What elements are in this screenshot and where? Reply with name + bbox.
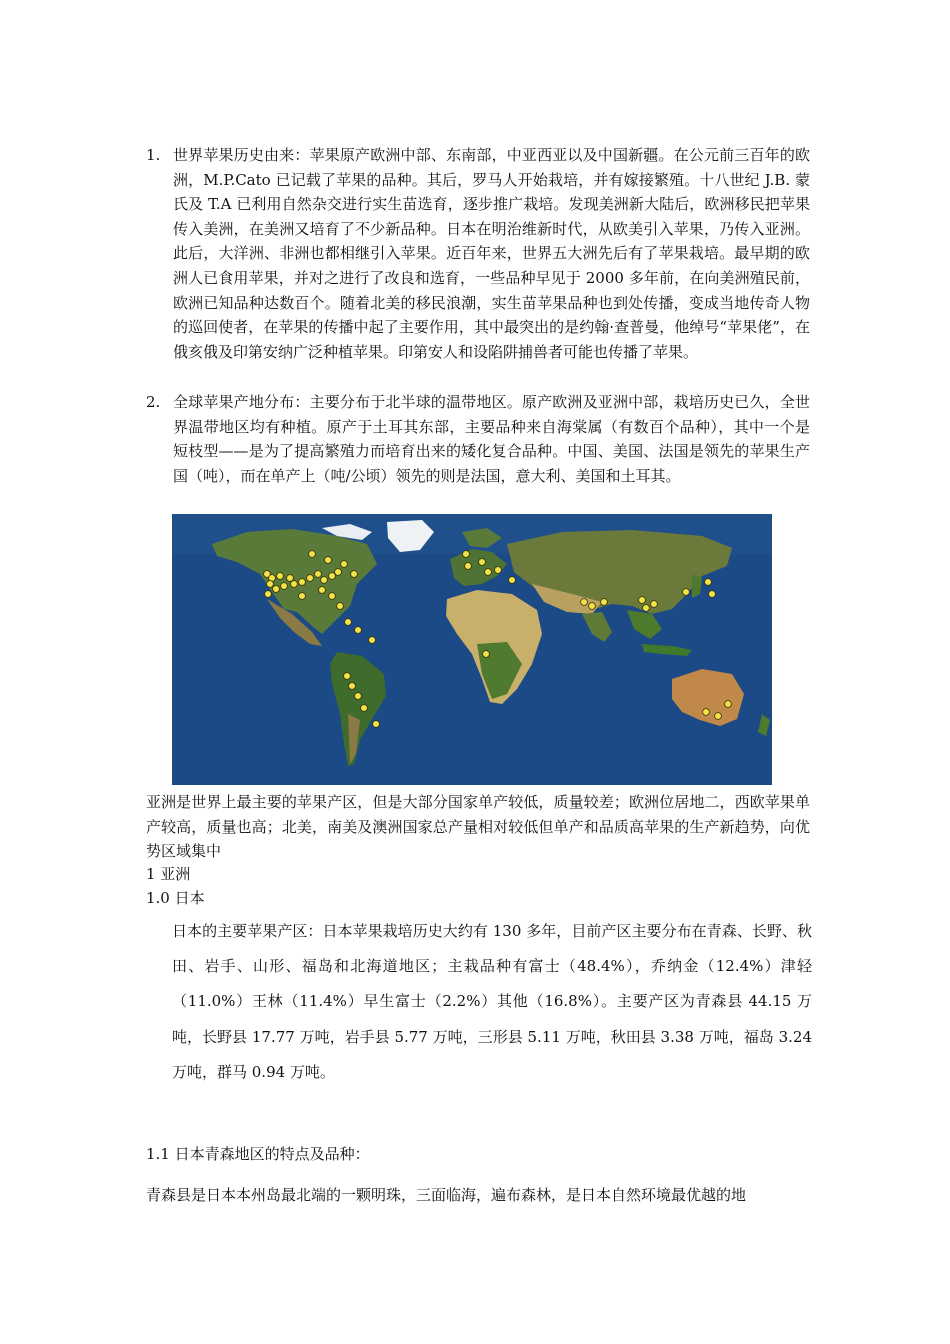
list-text: 全球苹果产地分布：主要分布于北半球的温带地区。原产欧洲及亚洲中部，栽培历史已久，全世界温带地区均有种植。原产于土耳其东部，主要品种来自海棠属（有数百个品种），其中一个是短枝型——是为了提高繁殖力而培育出来的矮化复合品种。中国、美国、法国是领先的苹果生产国（吨），而在单产上（吨/公顷）领先的则是法国，意大利、美国和土耳其。 [173,393,810,485]
list-item-history [146,143,810,364]
world-map-image [172,514,772,785]
summary-paragraph: 亚洲是世界上最主要的苹果产区，但是大部分国家单产较低，质量较差；欧洲位居地二，西欧苹果单产较高，质量也高；北美，南美及澳洲国家总产量相对较低但单产和品质高苹果的生产新趋势，向优势区域集中 [146,793,810,861]
japan-paragraph: 日本的主要苹果产区：日本苹果栽培历史大约有 130 多年，目前产区主要分布在青森、长野、秋田、岩手、山形、福岛和北海道地区；主栽品种有富士（48.4%），乔纳金（12.4%）津轻（11.0%）王林（11.4%）早生富士（2.2%）其他（16.8%）。主要产区为青森县 44.15 万吨，长野县 17.77 万吨，岩手县 5.77 万吨，三形县 5.11 万吨，秋田县 3.38 万吨，福岛 3.24 万吨，群马 0.94 万吨。 [172,922,812,1081]
list-number: 2. [146,393,161,411]
aomori-paragraph: 青森县是日本本州岛最北端的一颗明珠，三面临海，遍布森林，是日本自然环境最优越的地 [146,1186,747,1204]
list-text: 世界苹果历史由来：苹果原产欧洲中部、东南部，中亚西亚以及中国新疆。在公元前三百年的欧洲，M.P.Cato 已记载了苹果的品种。其后，罗马人开始栽培，并有嫁接繁殖。十八世纪 J.B. 蒙氏及 T.A 已利用自然杂交进行实生苗选育，逐步推广栽培。发现美洲新大陆后，欧洲移民把苹果传入美洲，在美洲又培育了不少新品种。日本在明治维新时代，从欧美引入苹果，乃传入亚洲。此后，大洋洲、非洲也都相继引入苹果。近百年来，世界五大洲先后有了苹果栽培。最早期的欧洲人已食用苹果，并对之进行了改良和选育，一些品种早见于 2000 多年前，在向美洲殖民前，欧洲已知品种达数百个。随着北美的移民浪潮，实生苗苹果品种也到处传播，变成当地传奇人物的巡回使者，在苹果的传播中起了主要作用，其中最突出的是约翰·查普曼，他绰号“苹果佬”，在俄亥俄及印第安纳广泛种植苹果。印第安人和设陷阱捕兽者可能也传播了苹果。 [173,146,810,361]
section-heading-japan: 1.0 日本 [146,889,205,907]
list-number: 1. [146,146,161,164]
section-heading-aomori: 1.1 日本青森地区的特点及品种： [146,1145,370,1163]
list-item-distribution [146,390,810,488]
section-heading-asia: 1 亚洲 [146,865,191,883]
world-apple-distribution-map [172,514,772,785]
